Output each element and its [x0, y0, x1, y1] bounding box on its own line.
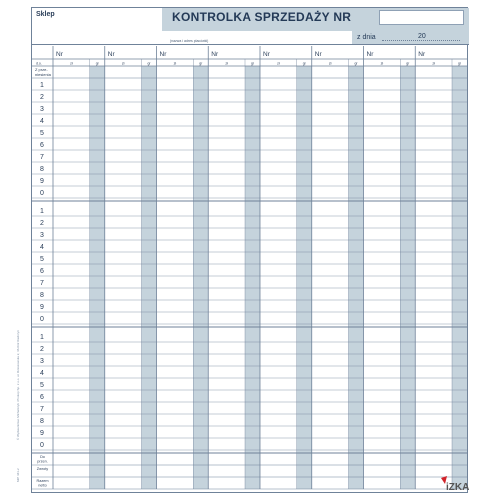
nr-label: Nr: [159, 51, 167, 58]
row-number: 1: [40, 334, 44, 341]
gr-column-shade: [452, 66, 467, 489]
gr-label: gr: [302, 61, 306, 66]
row-number: 0: [40, 316, 44, 323]
zl-label: zł: [70, 61, 73, 66]
row-number: 1: [40, 208, 44, 215]
row-number: 4: [40, 244, 44, 251]
gr-label: gr: [250, 61, 255, 66]
form-frame: [31, 7, 468, 493]
row-number: 0: [40, 442, 44, 449]
row-number: 8: [40, 292, 44, 299]
date-box: [352, 31, 469, 44]
row-number: 2: [40, 94, 44, 101]
gr-column-shade: [400, 66, 415, 489]
row-number: 9: [40, 304, 44, 311]
nr-label: Nr: [211, 51, 219, 58]
zl-label: zł: [328, 61, 332, 66]
title-box: [162, 8, 469, 31]
row-number: 9: [40, 430, 44, 437]
nr-label: Nr: [56, 51, 63, 58]
nr-label: Nr: [263, 51, 270, 58]
gr-label: gr: [457, 61, 462, 66]
row-number: 7: [40, 280, 44, 287]
row-number: 5: [40, 382, 44, 389]
gr-label: gr: [354, 61, 358, 66]
row-number: 5: [40, 130, 44, 137]
gr-column-shade: [90, 66, 105, 489]
row-number: 8: [40, 166, 44, 173]
row-number: 9: [40, 178, 44, 185]
publisher-side-text: © Wydawnictwo Michalczyk i Prokop Sp. z o.o. ul. Rzeszowska 2, 46-032 Kiedrzyn: [16, 330, 20, 440]
row-number: 7: [40, 406, 44, 413]
row-number: 4: [40, 118, 44, 125]
zl-label: zł: [380, 61, 384, 66]
date-year: 20: [418, 33, 426, 40]
nr-label: Nr: [366, 51, 374, 58]
gr-column-shade: [142, 66, 157, 489]
header-divider: [32, 44, 469, 45]
row-number: 6: [40, 394, 44, 401]
gr-label: gr: [406, 61, 410, 66]
zl-label: zł: [277, 61, 280, 66]
row-number: 5: [40, 256, 44, 263]
date-field[interactable]: [382, 40, 460, 41]
nr-label: Nr: [314, 51, 322, 58]
gr-column-shade: [349, 66, 364, 489]
zl-label: zł: [173, 61, 177, 66]
gr-label: gr: [199, 61, 203, 66]
zl-label: zł: [432, 61, 435, 66]
date-label: z dnia: [357, 34, 376, 41]
gr-label: gr: [147, 61, 151, 66]
footer-label-line1: Razem: [36, 479, 49, 483]
carry-label-line1: Z prze-: [35, 67, 48, 72]
first-col-label: d.o.: [36, 61, 42, 66]
form-title: KONTROLKA SPRZEDAŻY NR: [172, 10, 352, 24]
row-number: 8: [40, 418, 44, 425]
shop-label: Sklep: [36, 11, 55, 18]
footer-label-line2: netto: [38, 483, 47, 488]
row-number: 1: [40, 82, 44, 89]
nr-label: Nr: [418, 51, 426, 58]
row-number: 6: [40, 142, 44, 149]
footer-label-line1: Zwroty: [36, 467, 49, 471]
address-note: (nazwa i adres placówki): [170, 39, 209, 43]
row-number: 3: [40, 232, 44, 239]
row-number: 2: [40, 220, 44, 227]
izka-logo: [438, 474, 478, 496]
carry-label-line2: niesienia: [35, 72, 51, 77]
zl-label: zł: [225, 61, 228, 66]
form-code: MiP 441-2: [16, 468, 20, 482]
sales-grid: [32, 46, 470, 493]
form-number-field[interactable]: [379, 10, 464, 25]
gr-column-shade: [245, 66, 260, 489]
zl-label: zł: [121, 61, 125, 66]
row-number: 3: [40, 106, 44, 113]
row-number: 2: [40, 346, 44, 353]
row-number: 6: [40, 268, 44, 275]
gr-label: gr: [95, 61, 99, 66]
row-number: 3: [40, 358, 44, 365]
gr-column-shade: [193, 66, 208, 489]
sales-grid-svg: [32, 46, 470, 493]
logo-text: iZKA: [446, 482, 470, 493]
footer-label-line1: Do: [40, 455, 45, 459]
gr-column-shade: [297, 66, 312, 489]
row-number: 4: [40, 370, 44, 377]
row-number: 7: [40, 154, 44, 161]
row-number: 0: [40, 190, 44, 197]
nr-label: Nr: [107, 51, 115, 58]
footer-label-line2: przen.: [37, 459, 48, 464]
